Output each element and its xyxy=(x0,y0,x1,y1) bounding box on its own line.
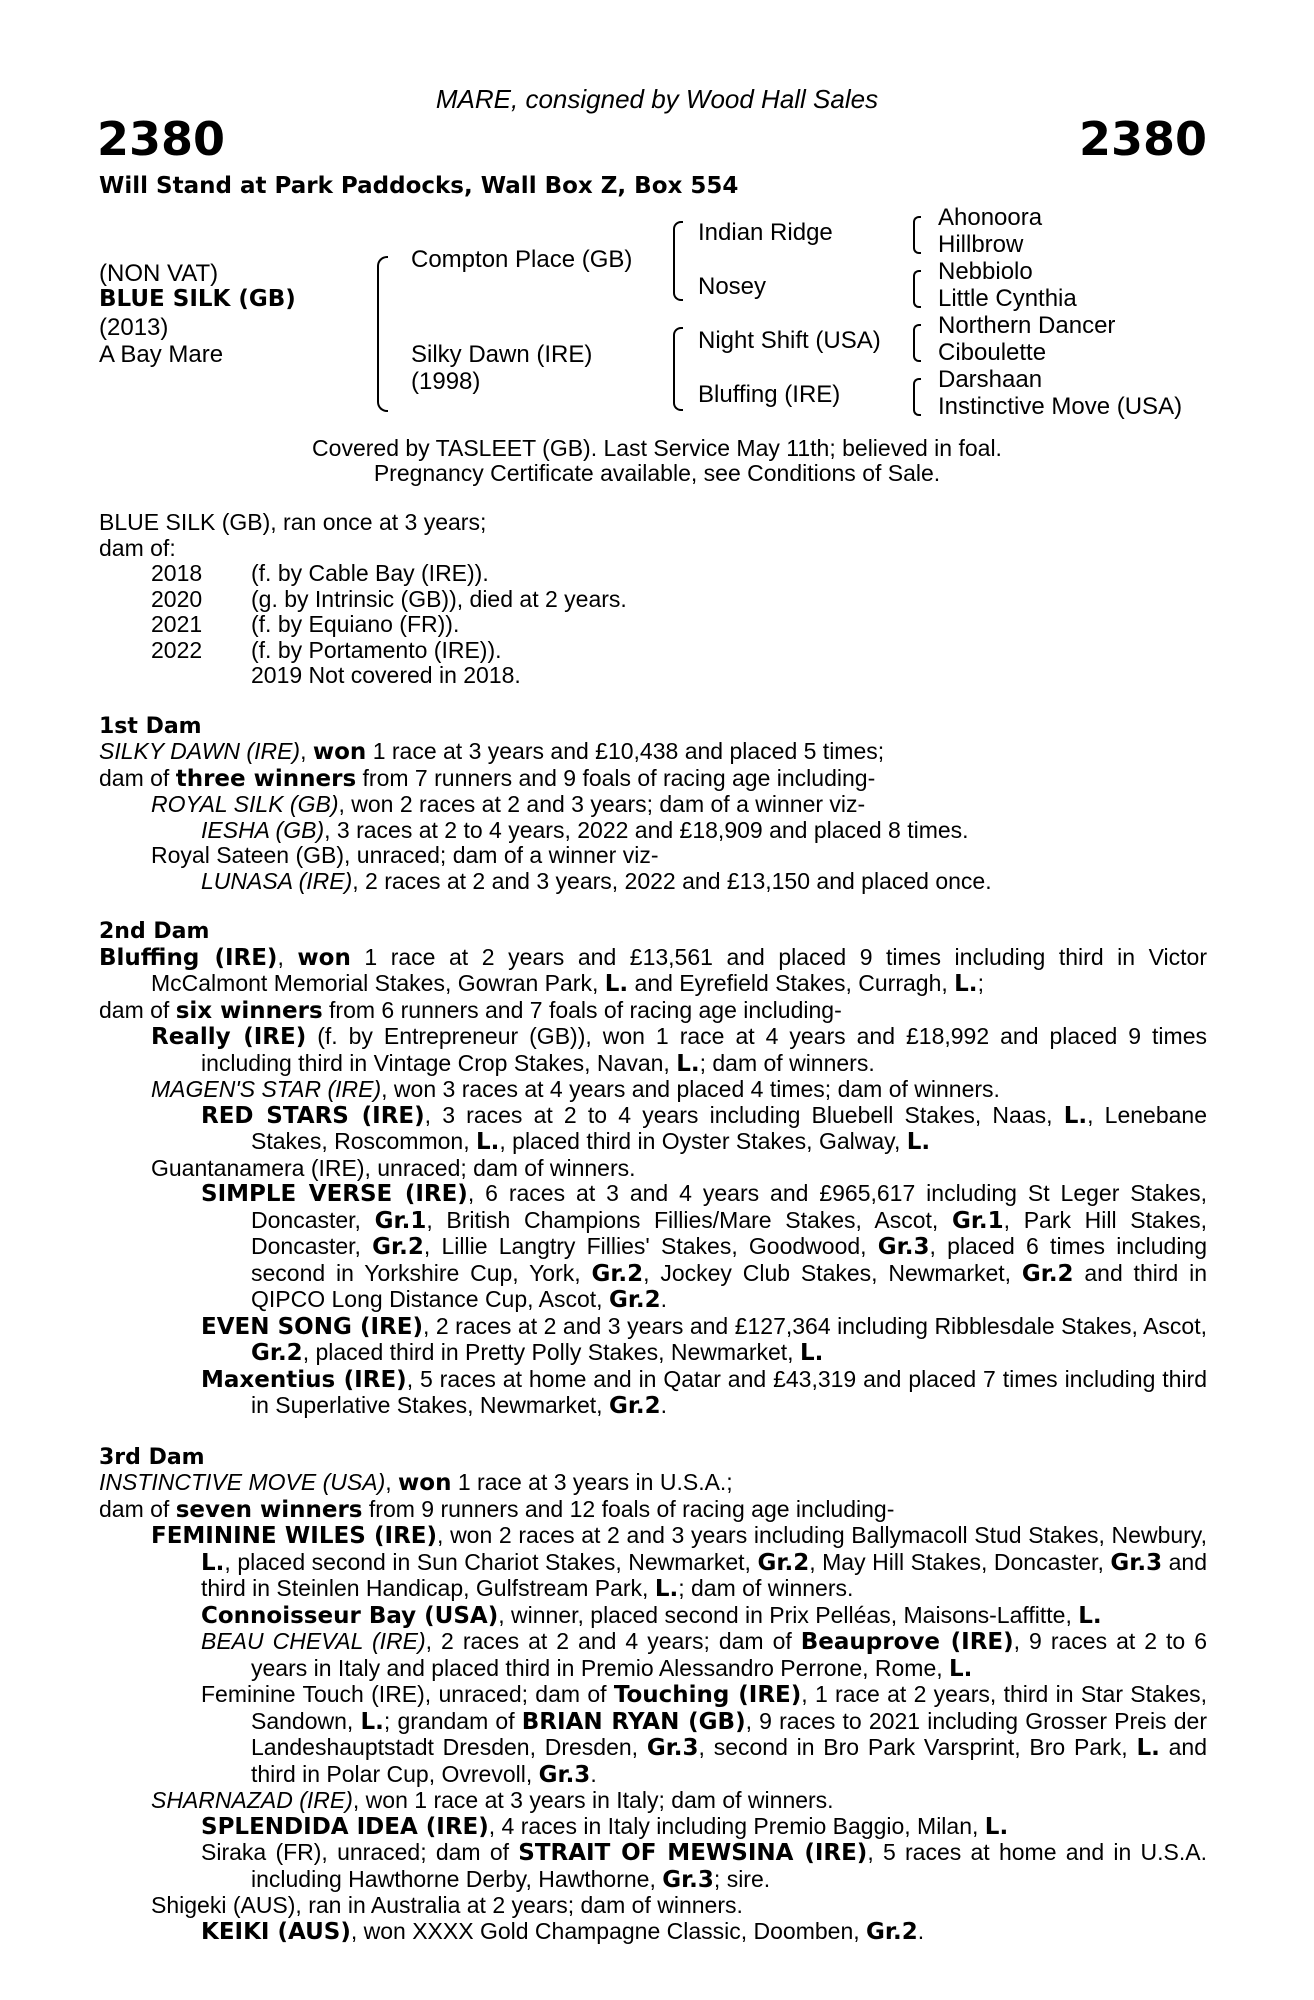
third-dam-heading: 3rd Dam xyxy=(99,1444,205,1470)
horse-name: BLUE SILK (GB) xyxy=(99,286,296,312)
pedigree-dam: Silky Dawn (IRE) xyxy=(411,341,593,368)
third-dam-entry: Siraka (FR), unraced; dam of STRAIT OF MEWSINA (IRE), 5 races at home and in U.S.A. including Hawthorne Derby, Hawthorne, Gr.3; sire. xyxy=(201,1839,1207,1893)
third-dam-entry: KEIKI (AUS), won XXXX Gold Champagne Classic, Doomben, Gr.2. xyxy=(201,1917,925,1945)
pedigree-ggp: Nebbiolo xyxy=(938,258,1033,285)
pedigree-brace-g4 xyxy=(913,378,921,416)
pregnancy-line: Pregnancy Certificate available, see Conditions of Sale. xyxy=(373,460,941,486)
first-dam-heading: 1st Dam xyxy=(99,713,202,739)
produce-foal: 2020 (g. by Intrinsic (GB)), died at 2 years. xyxy=(151,585,627,612)
second-dam-entry: EVEN SONG (IRE), 2 races at 2 and 3 years and £127,364 including Ribblesdale Stakes, Ascot, Gr.2, placed third in Pretty Polly Stakes, Newmarket, L. xyxy=(201,1312,1207,1366)
first-dam-line: ROYAL SILK (GB), won 2 races at 2 and 3 years; dam of a winner viz- xyxy=(151,791,866,817)
third-dam-entry: SHARNAZAD (IRE), won 1 race at 3 years in Italy; dam of winners. xyxy=(151,1787,834,1813)
third-dam-entry: dam of seven winners from 9 runners and 12 foals of racing age including- xyxy=(99,1495,895,1523)
pedigree-ggp: Northern Dancer xyxy=(938,312,1116,339)
third-dam-entry: BEAU CHEVAL (IRE), 2 races at 2 and 4 years; dam of Beauprove (IRE), 9 races at 2 to 6 years in Italy and placed third in Premio Alessandro Perrone, Rome, L. xyxy=(201,1628,1208,1682)
second-dam-entry: SIMPLE VERSE (IRE), 6 races at 3 and 4 years and £965,617 including St Leger Stakes, Doncaster, Gr.1, British Champions Fillies/Mare Stakes, Ascot, Gr.1, Park Hill Stakes, Doncaster, Gr.2, Lillie Langtry Fillies' Stakes, Goodwood, Gr.3, placed 6 times including second in Yorkshire Cup, York, Gr.2, Jockey Club Stakes, Newmarket, Gr.2 and third in QIPCO Long Distance Cup, Ascot, Gr.2. xyxy=(201,1180,1208,1313)
pedigree-sire: Compton Place (GB) xyxy=(411,246,633,273)
pedigree-brace-main xyxy=(377,256,388,412)
pedigree-ggp: Little Cynthia xyxy=(938,285,1077,312)
horse-description: A Bay Mare xyxy=(99,341,224,368)
third-dam-entry: INSTINCTIVE MOVE (USA), won 1 race at 3 years in U.S.A.; xyxy=(99,1469,733,1496)
pedigree-sire-sire: Indian Ridge xyxy=(698,219,833,246)
produce-foal: 2021 (f. by Equiano (FR)). xyxy=(151,611,460,637)
produce-foal: 2022 (f. by Portamento (IRE)). xyxy=(151,636,502,663)
pedigree-brace-g1 xyxy=(913,216,921,254)
stand-line: Will Stand at Park Paddocks, Wall Box Z, Box 554 xyxy=(99,173,739,199)
pedigree-dam-year: (1998) xyxy=(411,368,481,395)
second-dam-entry: MAGEN'S STAR (IRE), won 3 races at 4 years and placed 4 times; dam of winners. xyxy=(151,1076,1000,1102)
pedigree-brace-sire xyxy=(673,221,683,301)
second-dam-entry: Maxentius (IRE), 5 races at home and in Qatar and £43,319 and placed 7 times including third in Superlative Stakes, Newmarket, Gr.2. xyxy=(201,1365,1208,1419)
pedigree-ggp: Ahonoora xyxy=(938,204,1043,231)
pedigree-dam-dam: Bluffing (IRE) xyxy=(698,381,841,408)
third-dam-entry: FEMININE WILES (IRE), won 2 races at 2 and 3 years including Ballymacoll Stud Stakes, Newbury, L., placed second in Sun Chariot Stakes, Newmarket, Gr.2, May Hill Stakes, Doncaster, Gr.3 and third in Steinlen Handicap, Gulfstream Park, L.; dam of winners. xyxy=(151,1522,1208,1602)
pedigree-ggp: Hillbrow xyxy=(938,231,1024,258)
third-dam-entry: Connoisseur Bay (USA), winner, placed second in Prix Pelléas, Maisons-Laffitte, L. xyxy=(201,1601,1102,1629)
pedigree-ggp: Darshaan xyxy=(938,366,1043,393)
vat-status: (NON VAT) xyxy=(99,260,219,287)
pedigree-ggp: Instinctive Move (USA) xyxy=(938,393,1183,420)
second-dam-entry: Guantanamera (IRE), unraced; dam of winners. xyxy=(151,1154,636,1181)
produce-note: 2019 Not covered in 2018. xyxy=(251,662,521,688)
first-dam-line: Royal Sateen (GB), unraced; dam of a winner viz- xyxy=(151,842,659,868)
pedigree-brace-g2 xyxy=(913,270,921,308)
third-dam-entry: Shigeki (AUS), ran in Australia at 2 years; dam of winners. xyxy=(151,1892,743,1918)
produce-dam-of: dam of: xyxy=(99,534,176,561)
pedigree-sire-dam: Nosey xyxy=(698,273,767,300)
second-dam-entry: Really (IRE) (f. by Entrepreneur (GB)), won 1 race at 4 years and £18,992 and placed 9 times including third in Vintage Crop Stakes, Navan, L.; dam of winners. xyxy=(151,1023,1207,1077)
second-dam-heading: 2nd Dam xyxy=(99,919,210,944)
catalogue-body xyxy=(99,510,1207,1945)
covered-line: Covered by TASLEET (GB). Last Service May 11th; believed in foal. xyxy=(312,435,1002,461)
pedigree-ggp: Ciboulette xyxy=(938,339,1047,366)
pedigree-brace-g3 xyxy=(913,324,921,362)
lot-number-left: 2380 xyxy=(97,112,226,166)
first-dam-line: dam of three winners from 7 runners and 9 foals of racing age including- xyxy=(99,764,876,792)
produce-foal: 2018 (f. by Cable Bay (IRE)). xyxy=(151,560,489,586)
lot-number-right: 2380 xyxy=(1078,112,1207,166)
first-dam-line: IESHA (GB), 3 races at 2 to 4 years, 2022 and £18,909 and placed 8 times. xyxy=(201,816,969,843)
consignor-line: MARE, consigned by Wood Hall Sales xyxy=(435,84,879,114)
third-dam-entry: SPLENDIDA IDEA (IRE), 4 races in Italy including Premio Baggio, Milan, L. xyxy=(201,1812,1009,1840)
produce-intro: BLUE SILK (GB), ran once at 3 years; xyxy=(99,509,487,535)
first-dam-line: LUNASA (IRE), 2 races at 2 and 3 years, 2022 and £13,150 and placed once. xyxy=(201,867,992,894)
second-dam-entry: dam of six winners from 6 runners and 7 foals of racing age including- xyxy=(99,996,842,1024)
pedigree-dam-sire: Night Shift (USA) xyxy=(698,327,881,354)
second-dam-entry: Bluffing (IRE), won 1 race at 2 years and £13,561 and placed 9 times including third in Victor McCalmont Memorial Stakes, Gowran Park, L. and Eyrefield Stakes, Curragh, L.; xyxy=(99,943,1207,997)
first-dam-line: SILKY DAWN (IRE), won 1 race at 3 years and £10,438 and placed 5 times; xyxy=(99,738,885,765)
pedigree-brace-dam xyxy=(673,327,683,411)
second-dam-entry: RED STARS (IRE), 3 races at 2 to 4 years including Bluebell Stakes, Naas, L., Lenebane Stakes, Roscommon, L., placed third in Oyster Stakes, Galway, L. xyxy=(201,1101,1207,1155)
horse-year: (2013) xyxy=(99,314,169,341)
third-dam-entry: Feminine Touch (IRE), unraced; dam of Touching (IRE), 1 race at 2 years, third in Star Stakes, Sandown, L.; grandam of BRIAN RYAN (GB), 9 races to 2021 including Grosser Preis der Landeshauptstadt Dresden, Dresden, Gr.3, second in Bro Park Varsprint, Bro Park, L. and third in Polar Cup, Ovrevoll, Gr.3. xyxy=(201,1681,1207,1788)
